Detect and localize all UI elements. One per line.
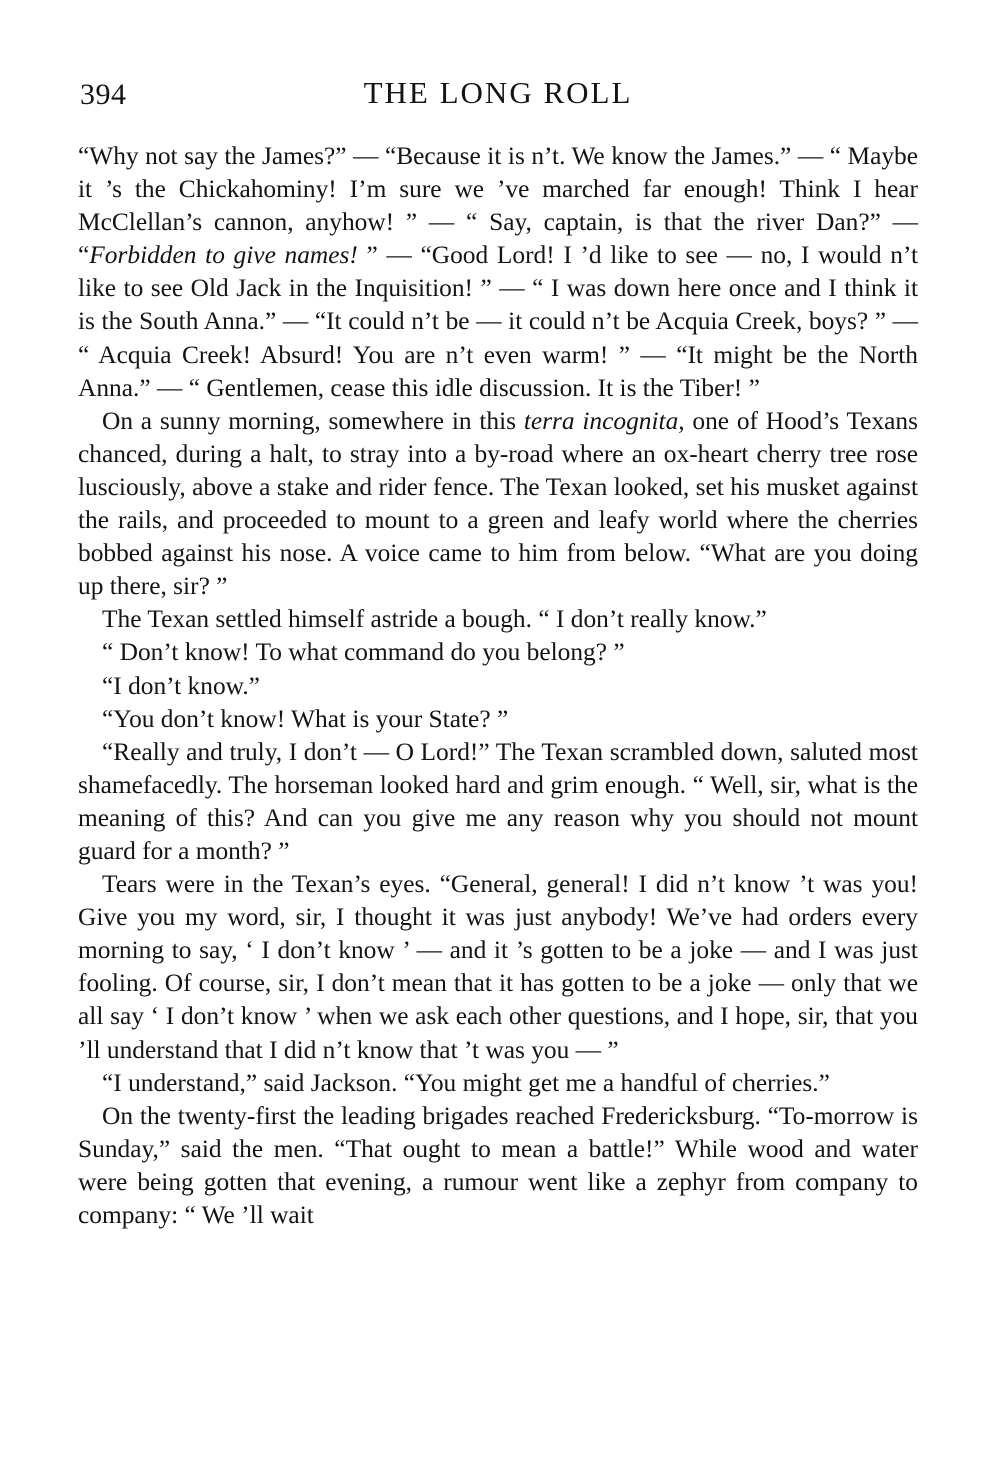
paragraph-1: “Why not say the James?” — “Because it is n’t. We know the James.” — “ Maybe it ’s the Chickahominy! I’m sure we ’ve marched far enough! Think I hear McClellan’s cannon, anyhow! ” — “ Say, captain, is that the river Dan?” — “Forbidden to give names! ” — “Good Lord! I ’d like to see — no, I would n’t like to see Old Jack in the Inquisition! ” — “ I was down here once and I think it is the South Anna.” — “It could n’t be — it could n’t be Acquia Creek, boys? ” — “ Acquia Creek! Absurd! You are n’t even warm! ” — “It might be the North Anna.” — “ Gentlemen, cease this idle discussion. It is the Tiber! ”	[78, 142, 918, 402]
paragraph-5: “I don’t know.”	[102, 671, 260, 700]
book-page	[78, 76, 918, 1232]
running-header	[78, 76, 918, 120]
paragraph-2: On a sunny morning, somewhere in this terra incognita, one of Hood’s Texans chanced, during a halt, to stray into a by-road where an ox-heart cherry tree rose lusciously, above a stake and rider fence. The Texan looked, set his musket against the rails, and proceeded to mount to a green and leafy world where the cherries bobbed against his nose. A voice came to him from below. “What are you doing up there, sir? ”	[78, 406, 918, 601]
page-number: 394	[80, 78, 127, 111]
paragraph-6: “You don’t know! What is your State? ”	[102, 704, 509, 733]
paragraph-7: “Really and truly, I don’t — O Lord!” The Texan scrambled down, saluted most shamefacedly. The horseman looked hard and grim enough. “ Well, sir, what is the meaning of this? And can you give me any reason why you should not mount guard for a month? ”	[78, 737, 918, 865]
paragraph-10: On the twenty-first the leading brigades reached Fredericksburg. “To-morrow is Sunday,” said the men. “That ought to mean a battle!” While wood and water were being gotten that evening, a rumour went like a zephyr from company to company: “ We ’ll wait	[78, 1101, 918, 1229]
paragraph-9: “I understand,” said Jackson. “You might get me a handful of cherries.”	[102, 1068, 830, 1097]
paragraph-4: “ Don’t know! To what command do you belong? ”	[102, 638, 625, 667]
paragraph-3: The Texan settled himself astride a bough. “ I don’t really know.”	[102, 605, 767, 634]
running-title: THE LONG ROLL	[363, 75, 633, 110]
paragraph-8: Tears were in the Texan’s eyes. “General, general! I did n’t know ’t was you! Give you my word, sir, I thought it was just anybody! We’ve had orders every morning to say, ‘ I don’t know ’ — and it ’s gotten to be a joke — and I was just fooling. Of course, sir, I don’t mean that it has gotten to be a joke — only that we all say ‘ I don’t know ’ when we ask each other questions, and I hope, sir, that you ’ll understand that I did n’t know that ’t was you — ”	[78, 870, 918, 1064]
